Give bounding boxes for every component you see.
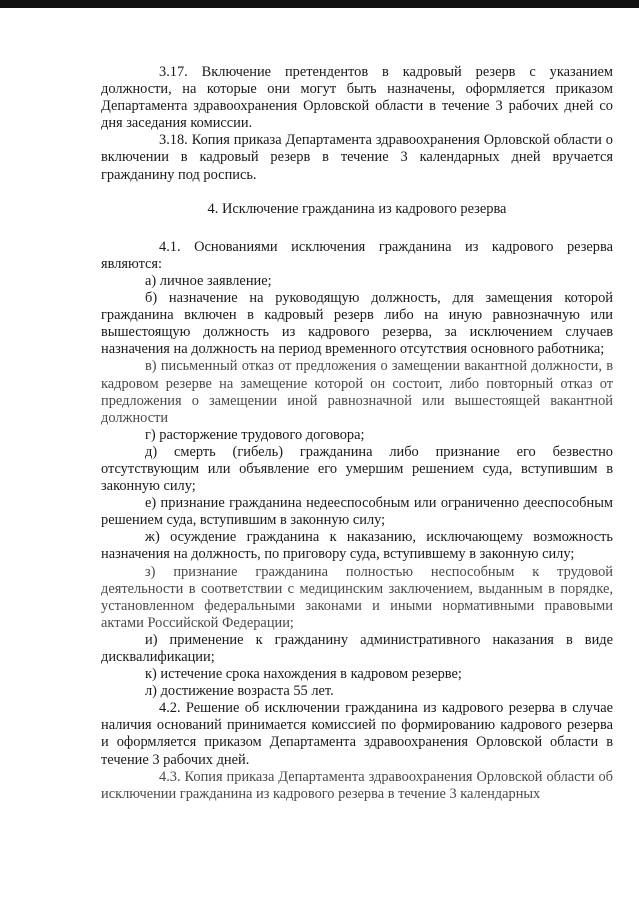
list-item-i: и) применение к гражданину административного наказания в виде дисквалификации; [101,631,613,665]
list-item-k: к) истечение срока нахождения в кадровом резерве; [145,666,462,683]
list-item-a: а) личное заявление; [145,272,272,289]
paragraph-4-1-intro: 4.1. Основаниями исключения гражданина из кадрового резерва являются: [101,238,613,272]
document-body [101,64,613,803]
paragraph-3-17: 3.17. Включение претендентов в кадровый резерв с указанием должности, на которые они могут быть назначены, оформляется приказом Департамента здравоохранения Орловской области в течение 3 рабочих дней со дня заседания комиссии. [101,64,613,132]
section-heading: 4. Исключение гражданина из кадрового резерва [207,200,507,217]
paragraph-4-3: 4.3. Копия приказа Департамента здравоохранения Орловской области об исключении гражданина из кадрового резерва в течение 3 календарных [101,768,613,802]
paragraph-3-18: 3.18. Копия приказа Департамента здравоохранения Орловской области о включении в кадровый резерв в течение 3 календарных дней вручается гражданину под роспись. [101,132,613,183]
list-item-zh: ж) осуждение гражданина к наказанию, исключающему возможность назначения на должность, по приговору суда, вступившему в законную силу; [101,529,613,563]
list-item-z: з) признание гражданина полностью неспособным к трудовой деятельности в соответствии с медицинским заключением, выданным в порядке, установленном федеральными законами и иными нормативными правовыми актами Российской Федерации; [101,563,613,631]
list-item-d: д) смерть (гибель) гражданина либо признание его безвестно отсутствующим или объявление его умершим решением суда, вступившим в законную силу; [101,443,613,495]
list-item-b: б) назначение на руководящую должность, для замещения которой гражданина включен в кадровый резерв либо на иную равнозначную или вышестоящую должность из кадрового резерва, за исключением случаев назначения на должность на период временного отсутствия основного работника; [101,290,613,358]
list-item-g: г) расторжение трудового договора; [145,426,365,443]
scan-top-border [0,0,639,8]
list-item-e: е) признание гражданина недееспособным или ограниченно дееспособным решением суда, вступившим в законную силу; [101,495,613,529]
list-item-l: л) достижение возраста 55 лет. [145,683,334,700]
list-item-v: в) письменный отказ от предложения о замещении вакантной должности, в кадровом резерве на замещение которой он состоит, либо повторный отказ от предложения о замещении иной равнозначной или вышестоящей вакантной должности [101,358,613,426]
paragraph-4-2: 4.2. Решение об исключении гражданина из кадрового резерва в случае наличия оснований принимается комиссией по формированию кадрового резерва и оформляется приказом Департамента здравоохранения Орловской области в течение 3 рабочих дней. [101,700,613,768]
